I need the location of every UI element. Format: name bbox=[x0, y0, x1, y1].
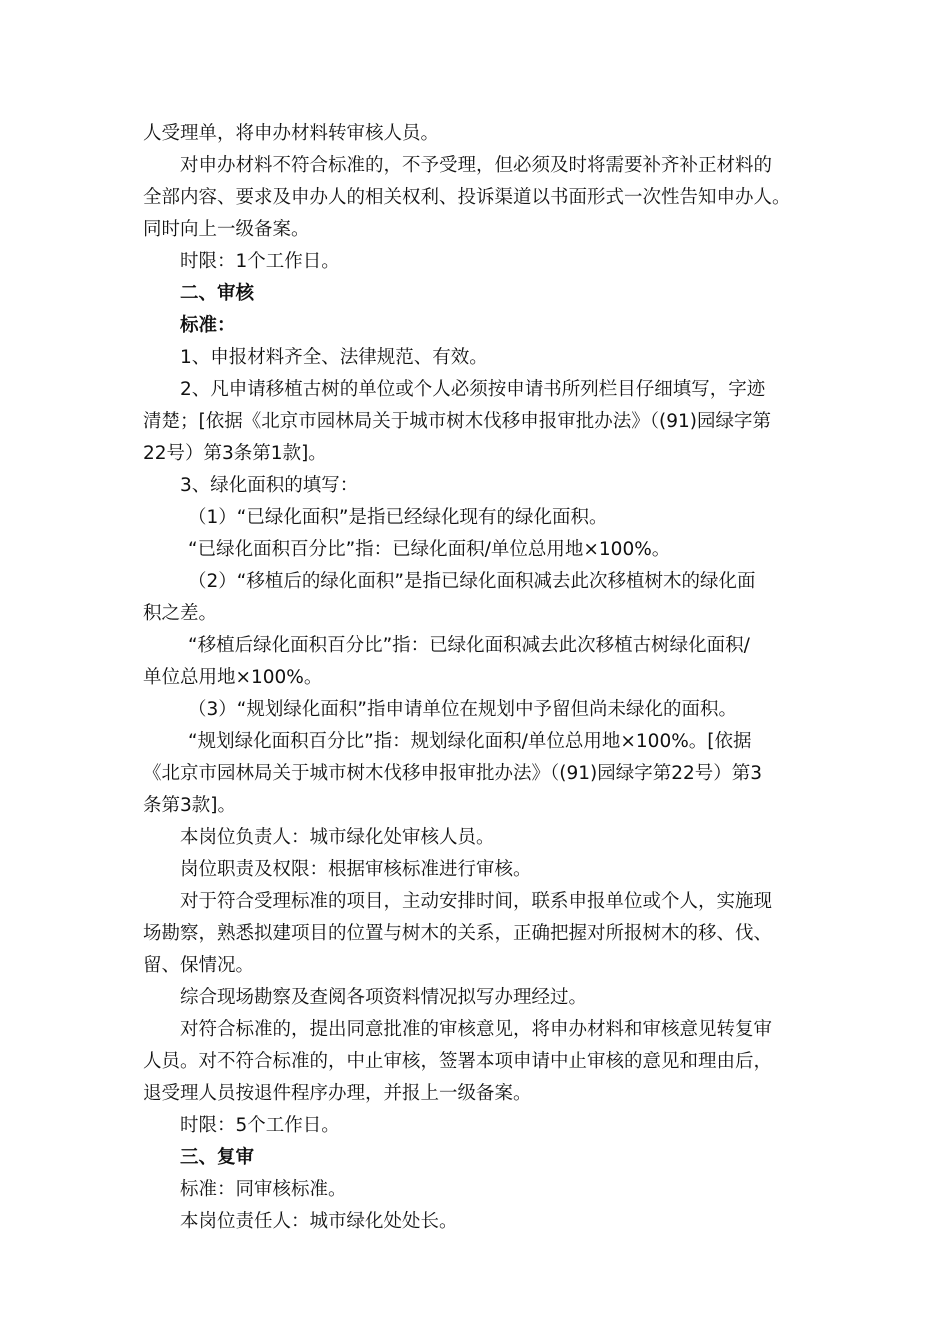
text-line: 积之差。 bbox=[143, 603, 218, 624]
text-line: “已绿化面积百分比”指：已绿化面积/单位总用地×100%。 bbox=[188, 539, 671, 560]
text-line: 场勘察，熟悉拟建项目的位置与树木的关系，正确把握对所报树木的移、伐、 bbox=[143, 923, 773, 944]
text-line: （2）“移植后的绿化面积”是指已绿化面积减去此次移植树木的绿化面 bbox=[188, 571, 756, 592]
section-heading: 标准： bbox=[180, 315, 236, 336]
text-line: 3、绿化面积的填写： bbox=[180, 475, 359, 496]
section-heading: 三、复审 bbox=[180, 1147, 255, 1168]
text-line: “移植后绿化面积百分比”指：已绿化面积减去此次移植古树绿化面积/ bbox=[188, 635, 750, 656]
text-line: 清楚；[依据《北京市园林局关于城市树木伐移申报审批办法》（(91)园绿字第 bbox=[143, 411, 771, 432]
text-line: 留、保情况。 bbox=[143, 955, 255, 976]
text-line: 本岗位责任人：城市绿化处处长。 bbox=[180, 1211, 458, 1232]
text-line: 人员。对不符合标准的，中止审核，签署本项申请中止审核的意见和理由后， bbox=[143, 1051, 773, 1072]
text-line: 对符合标准的，提出同意批准的审核意见，将申办材料和审核意见转复审 bbox=[180, 1019, 773, 1040]
text-line: 对申办材料不符合标准的，不予受理，但必须及时将需要补齐补正材料的 bbox=[180, 155, 773, 176]
text-line: 同时向上一级备案。 bbox=[143, 219, 310, 240]
text-line: 单位总用地×100%。 bbox=[143, 667, 323, 688]
text-line: （1）“已绿化面积”是指已经绿化现有的绿化面积。 bbox=[188, 507, 608, 528]
text-line: 对于符合受理标准的项目，主动安排时间，联系申报单位或个人，实施现 bbox=[180, 891, 773, 912]
text-line: 1、申报材料齐全、法律规范、有效。 bbox=[180, 347, 488, 368]
text-line: 本岗位负责人：城市绿化处审核人员。 bbox=[180, 827, 495, 848]
text-line: 2、凡申请移植古树的单位或个人必须按申请书所列栏目仔细填写，字迹 bbox=[180, 379, 766, 400]
text-line: 人受理单，将申办材料转审核人员。 bbox=[143, 123, 440, 144]
text-line: 综合现场勘察及查阅各项资料情况拟写办理经过。 bbox=[180, 987, 588, 1008]
text-line: 标准：同审核标准。 bbox=[180, 1179, 347, 1200]
text-line: 《北京市园林局关于城市树木伐移申报审批办法》（(91)园绿字第22号）第3 bbox=[143, 763, 763, 784]
text-line: 22号）第3条第1款]。 bbox=[143, 443, 327, 464]
text-line: （3）“规划绿化面积”指申请单位在规划中予留但尚未绿化的面积。 bbox=[188, 699, 737, 720]
text-line: “规划绿化面积百分比”指：规划绿化面积/单位总用地×100%。[依据 bbox=[188, 731, 752, 752]
text-line: 全部内容、要求及申办人的相关权利、投诉渠道以书面形式一次性告知申办人。 bbox=[143, 187, 791, 208]
text-line: 退受理人员按退件程序办理，并报上一级备案。 bbox=[143, 1083, 532, 1104]
text-line: 时限：1个工作日。 bbox=[180, 251, 340, 272]
text-line: 时限：5个工作日。 bbox=[180, 1115, 340, 1136]
section-heading: 二、审核 bbox=[180, 283, 255, 304]
text-line: 岗位职责及权限：根据审核标准进行审核。 bbox=[180, 859, 532, 880]
text-line: 条第3款]。 bbox=[143, 795, 236, 816]
document-page bbox=[143, 118, 823, 1238]
